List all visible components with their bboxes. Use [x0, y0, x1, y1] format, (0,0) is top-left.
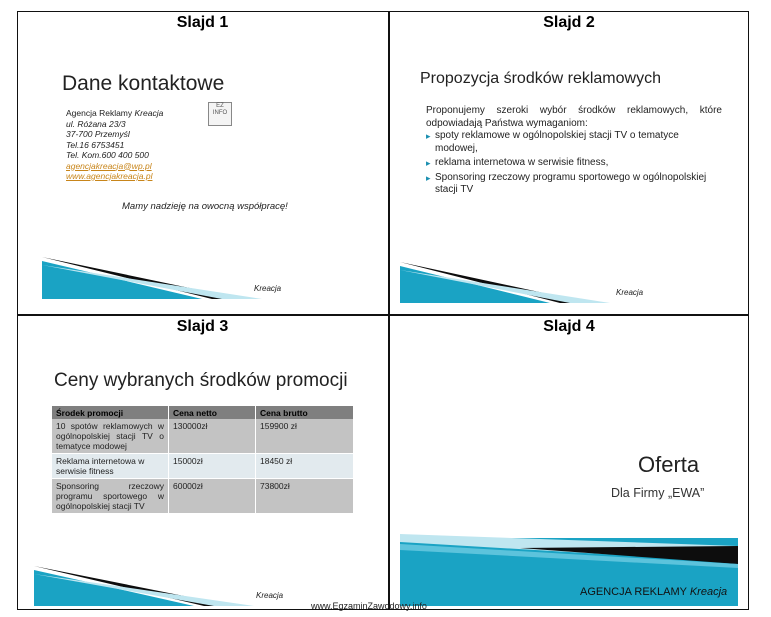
- slide-3-label: Slajd 3: [176, 318, 229, 335]
- slide-2-label: Slajd 2: [543, 14, 595, 31]
- header-cell: Cena brutto: [256, 406, 354, 419]
- slide-1: [18, 12, 387, 313]
- slide-3-decor-band: [34, 566, 254, 606]
- table-row: [52, 479, 354, 514]
- slide-2: [390, 12, 748, 313]
- phone: Tel.16 6753451: [66, 139, 125, 150]
- table-cell: 159900 zł: [256, 419, 354, 454]
- price-table: [52, 406, 354, 514]
- bullet-item: ▸ reklama internetowa w serwisie fitness,: [426, 157, 722, 170]
- slide-3-footer: Kreacja: [256, 591, 284, 600]
- slide-4: [390, 316, 748, 609]
- offer-subtitle: Dla Firmy „EWA”: [611, 486, 705, 500]
- table-cell: 73800zł: [256, 479, 354, 514]
- table-row: [52, 454, 354, 479]
- table-cell: 60000zł: [169, 479, 256, 514]
- table-cell: 15000zł: [169, 454, 256, 479]
- mobile: Tel. Kom.600 400 500: [66, 150, 149, 160]
- email-link[interactable]: agencjakreacja@wp.pl: [66, 160, 152, 171]
- header-cell: Cena netto: [169, 406, 256, 419]
- bullet-item: ▸ Sponsoring rzeczowy programu sportowego w ogólnopolskiej stacji TV: [426, 172, 722, 197]
- table-cell: Reklama internetowa w serwisie fitness: [52, 454, 169, 479]
- agency-footer-prefix: AGENCJA REKLAMY: [580, 586, 690, 598]
- table-cell: 10 spotów reklamowych w ogólnopolskiej stacji TV o tematyce modowej: [52, 419, 169, 454]
- slide-3-heading: Ceny wybranych środków promocji: [54, 370, 348, 391]
- agency-footer: [580, 586, 727, 598]
- agency-line: [66, 108, 163, 119]
- slide-1-footer: Kreacja: [254, 284, 282, 293]
- table-row: [52, 419, 354, 454]
- table-cell: Sponsoring rzeczowy programu sportowego w ogólnopolskiej stacji TV: [52, 479, 169, 514]
- slide-1-decor-band: [42, 257, 262, 299]
- qr-code-icon: EZ INFO: [208, 102, 232, 126]
- slide-1-label: Slajd 1: [176, 14, 229, 31]
- agency-name: Kreacja: [134, 108, 164, 118]
- slide-2-intro: Proponujemy szeroki wybór środków reklamowych, które odpowiadają Państwa wymaganiom:: [426, 105, 722, 129]
- bullet-item: ▸ spoty reklamowe w ogólnopolskiej stacji TV o tematyce modowej,: [426, 130, 722, 155]
- slide-2-bullets: [426, 130, 722, 197]
- closing-line: Mamy nadzieję na owocną współpracę!: [122, 201, 288, 212]
- header-cell: Środek promocji: [52, 406, 169, 419]
- table-header-row: [52, 406, 354, 419]
- agency-prefix: Agencja Reklamy: [66, 108, 135, 118]
- table-cell: 130000zł: [169, 419, 256, 454]
- watermark: www.EgzaminZawodowy.info: [311, 601, 427, 611]
- city: 37-700 Przemyśl: [66, 129, 130, 139]
- slide-2-footer: Kreacja: [616, 288, 644, 297]
- agency-footer-name: Kreacja: [689, 586, 728, 598]
- slide-3: [18, 316, 387, 609]
- slide-2-decor-band: [400, 262, 610, 303]
- slide-2-body: [426, 105, 722, 197]
- slide-4-label: Slajd 4: [543, 318, 595, 335]
- table-cell: 18450 zł: [256, 454, 354, 479]
- offer-title: Oferta: [638, 452, 700, 477]
- street: ul. Różana 23/3: [66, 118, 126, 129]
- contact-block: [66, 108, 163, 182]
- slide-1-heading: Dane kontaktowe: [62, 72, 225, 95]
- slide-2-heading: Propozycja środków reklamowych: [420, 70, 661, 87]
- www-link[interactable]: www.agencjakreacja.pl: [66, 171, 153, 181]
